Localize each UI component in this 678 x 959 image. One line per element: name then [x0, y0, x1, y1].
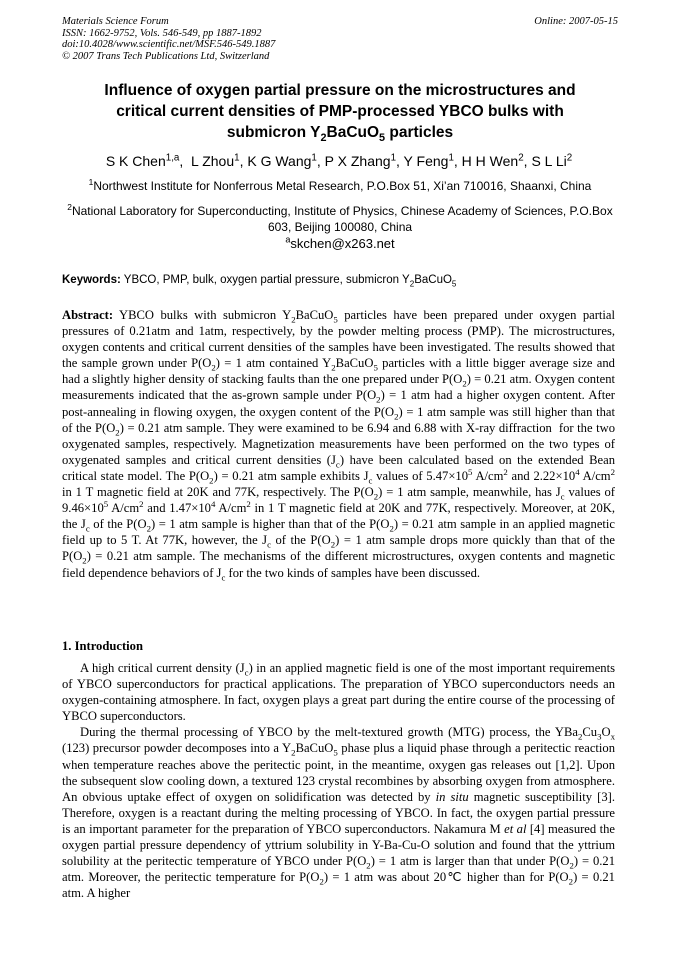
paragraph: A high critical current density $(J_c)$ in an applied magnetic field is one of the most important requirements of YBCO superconductors for practical applications. The preparation of YBCO superconductors needs an oxygen-containing atmosphere. In fact, oxygen plays a great part during the entire course of the processing of YBCO superconductors. — [62, 661, 616, 724]
author: L Zhou$^1$, — [191, 152, 248, 169]
doi-line: doi:10.4028/www.scientific.net/MSF.546-549.1887 — [62, 39, 276, 50]
introduction-body — [62, 660, 615, 901]
author: H H Wen$^2$, — [461, 152, 532, 169]
journal-header — [62, 16, 618, 62]
abstract-label: Abstract: — [62, 308, 114, 322]
affiliation-1: $^1$Northwest Institute for Nonferrous Metal Research, P.O.Box 51, Xi’an 710016, Shaanxi, China — [88, 177, 592, 193]
title-line-1: Influence of oxygen partial pressure on the microstructures and — [104, 82, 576, 99]
copyright-line: © 2007 Trans Tech Publications Ltd, Switzerland — [62, 50, 270, 62]
keywords: Keywords: YBCO, PMP, bulk, oxygen partial pressure, submicron $Y_2BaCuO_5$ — [62, 274, 457, 289]
online-date: Online: 2007-05-15 — [534, 16, 618, 27]
abstract: Abstract: YBCO bulks with submicron $Y_2BaCuO_5$ particles have been prepared under oxygen partial pressures of 0.21atm and 1atm, respectively, by the powder melting process (PMP). The microstructures, oxygen contents and critical current densities of the samples have been investigated. The results showed that the sample grown under $P(O_2) = 1$ atm contained $Y_2BaCuO_5$ particles with a little bigger average size and had a slightly higher density of stacking faults than the one prepared under $P(O_2) = 0.21$ atm. Oxygen content measurements indicated that the as-grown sample under $P(O_2) = 1$ atm had a higher oxygen content. After post-annealing in flowing oxygen, the oxygen content of the $P(O_2) = 1$ atm sample was still higher than that of the $P(O_2) = 0.21$ atm sample. They were examined to be 6.94 and 6.88 with X-ray diffraction for the two oxygenated samples, respectively. Magnetization measurements have been performed on the two types of oxygenated samples and critical current densities $(J_c)$ have been calculated based on the extended Bean critical state model. The $P(O_2) = 0.21$ atm sample exhibits $J_c$ values of $5.47\times 10^5$ $A/cm^2$ and $2.22\times 10^4$ $A/cm^2$ in 1 T magnetic field at 20K and 77K, respectively. The $P(O_2) = 1$ atm sample, meanwhile, has $J_c$ values of $9.46\times 10^5$ $A/cm^2$ and $1.47\times 10^4$ $A/cm^2$ in 1 T magnetic field at 20K and 77K, respectively. Moreover, at 20K, the $J_c$ of the $P(O_2) = 1$ atm sample is higher than that of the $P(O_2) = 0.21$ atm sample in an applied magnetic field up to 5 T. At 77K, however, the $J_c$ of the $P(O_2) = 1$ atm sample drops more quickly than that of the $P(O_2) = 0.21$ atm sample. The mechanisms of the different microstructures, oxygen contents and magnetic field dependence behaviors of $J_c$ for the two kinds of samples have been discussed. — [62, 308, 616, 583]
affiliation-2: $^2$National Laboratory for Superconducting, Institute of Physics, Chinese Academy of Sciences, P.O.Box 603, Beijing 100080, China — [67, 202, 613, 234]
author: S K Chen$^{1,a}$, — [105, 152, 192, 169]
section-heading: 1. Introduction — [62, 639, 143, 653]
author: K G Wang$^1$, — [247, 152, 325, 169]
title-line-2: critical current densities of PMP-processed YBCO bulks with — [116, 103, 564, 120]
title-line-3: submicron $Y_2BaCuO_5$ particles — [226, 124, 454, 145]
paper-title — [62, 80, 618, 143]
issn-line: ISSN: 1662-9752, Vols. 546-549, pp 1887-1892 — [62, 27, 262, 39]
author-list — [30, 152, 648, 170]
author: S L Li$^2$ — [531, 152, 573, 169]
author: Y Feng$^1$, — [403, 152, 462, 169]
keywords-label: Keywords: — [62, 274, 121, 286]
author-email: $^a$skchen@x263.net — [285, 234, 395, 251]
author: P X Zhang$^1$, — [324, 152, 404, 169]
journal-name: Materials Science Forum — [62, 16, 169, 27]
paragraph: During the thermal processing of YBCO by the melt-textured growth (MTG) process, the $YBa_2Cu_3O_x$ (123) precursor powder decomposes into a $Y_2BaCuO_5$ phase plus a liquid phase through a peritectic reaction when temperature reaches above the peritectic point, in the meantime, oxygen gas releases out [1,2]. Upon the subsequent slow cooling down, a textured 123 crystal recombines by absorbing oxygen from atmosphere. An obvious uptake effect of oxygen on solidification was detected by in situ magnetic susceptibility [3]. Therefore, oxygen is a reactant during the melting processing of YBCO. In fact, the oxygen partial pressure is an important parameter for the preparation of YBCO superconductors. Nakamura M et al [4] measured the oxygen partial pressure dependency of yttrium solubility in Y-Ba-Cu-O solution and found that the yttrium solubility at the peritectic temperature of YBCO under $P(O_2) = 1$ atm is larger than that under $P(O_2) = 0.21$ atm. Moreover, the peritectic temperature for $P(O_2) = 1$ atm was about 20℃ higher than for $P(O_2) = 0.21$ atm. A higher — [62, 725, 616, 901]
